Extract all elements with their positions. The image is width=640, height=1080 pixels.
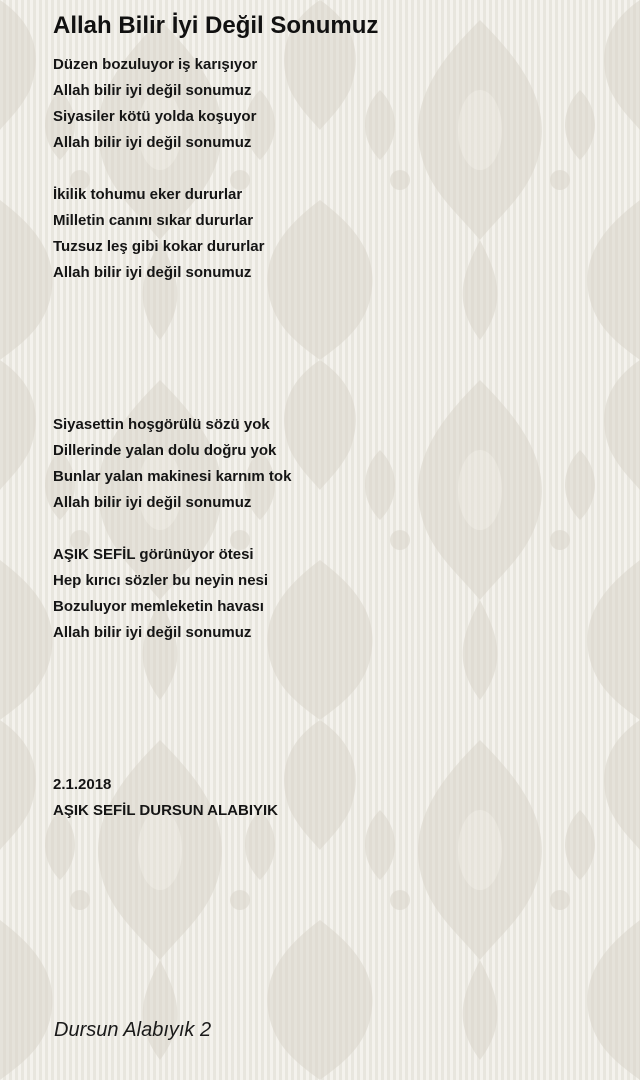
poem-line: Düzen bozuluyor iş karışıyor [53,56,258,73]
author-name: Dursun Alabıyık 2 [54,1019,212,1041]
poem-line: Hep kırıcı sözler bu neyin nesi [53,572,269,589]
poem-signature: AŞIK SEFİL DURSUN ALABIYIK [53,802,279,819]
poem-line: Allah bilir iyi değil sonumuz [53,134,252,151]
poem-line: Siyasettin hoşgörülü sözü yok [53,416,270,433]
poem-date: 2.1.2018 [53,776,112,793]
poem-line: Allah bilir iyi değil sonumuz [53,494,252,511]
poem-line: Tuzsuz leş gibi kokar dururlar [53,238,265,255]
poem-line: Bunlar yalan makinesi karnım tok [53,468,292,485]
poem-line: İkilik tohumu eker dururlar [53,186,243,203]
poem-line: Allah bilir iyi değil sonumuz [53,624,252,641]
poem-line: Allah bilir iyi değil sonumuz [53,82,252,99]
poem-line: AŞIK SEFİL görünüyor ötesi [53,546,254,563]
poem-line: Milletin canını sıkar dururlar [53,212,254,229]
poem-line: Siyasiler kötü yolda koşuyor [53,108,257,125]
poem-line: Bozuluyor memleketin havası [53,598,264,615]
poem-title: Allah Bilir İyi Değil Sonumuz [53,12,379,39]
poem-line: Dillerinde yalan dolu doğru yok [53,442,277,459]
poem-line: Allah bilir iyi değil sonumuz [53,264,252,281]
